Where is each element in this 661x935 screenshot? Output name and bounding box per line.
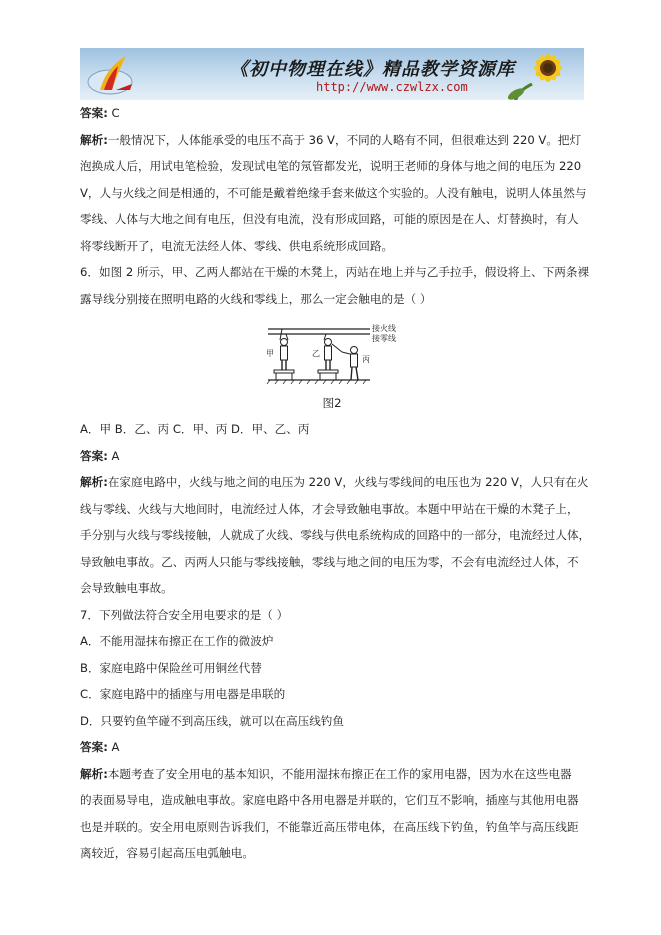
q7-option: C．家庭电路中的插座与用电器是串联的 bbox=[80, 687, 286, 701]
q5-analysis-line: 泡换成人后，用试电笔检验，发现试电笔的氖管都发光，说明王老师的身体与地之间的电压为 220 bbox=[80, 159, 582, 173]
q7-option: D．只要钓鱼竿碰不到高压线，就可以在高压线钓鱼 bbox=[80, 713, 344, 728]
q6-analysis-line: 解析:在家庭电路中，火线与地之间的电压为 220 V，火线与零线间的电压也为 220 V，人只有在火 bbox=[80, 475, 589, 489]
q7-analysis-line: 离较近，容易引起高压电弧触电。 bbox=[80, 846, 254, 860]
q7-stem: 7．下列做法符合安全用电要求的是（ ） bbox=[80, 607, 289, 622]
q5-answer: 答案: C bbox=[80, 106, 120, 120]
q7-option: B．家庭电路中保险丝可用铜丝代替 bbox=[80, 660, 262, 675]
q6-analysis-line: 会导致触电事故。 bbox=[80, 581, 173, 595]
figure-2 bbox=[80, 322, 584, 386]
circuit-figure bbox=[266, 322, 406, 386]
figure-caption: 图2 bbox=[322, 396, 342, 410]
q6-analysis-line: 手分别与火线与零线接触，人就成了火线、零线与供电系统构成的回路中的一部分，电流经过人体， bbox=[80, 528, 591, 542]
q7-answer: 答案: A bbox=[80, 740, 120, 754]
q6-stem-line: 露导线分别接在照明电路的火线和零线上，那么一定会触电的是（ ） bbox=[80, 291, 432, 306]
q5-analysis-line: 将零线断开了，电流无法经人体、零线、供电系统形成回路。 bbox=[80, 238, 394, 253]
banner-url: http://www.czwlzx.com bbox=[316, 80, 468, 94]
person-jia bbox=[274, 329, 294, 380]
q6-stem-line: 6．如图 2 所示，甲、乙两人都站在干燥的木凳上，丙站在地上并与乙手拉手，假设将上、下两条裸 bbox=[80, 265, 590, 279]
label-yi: 乙 bbox=[312, 349, 320, 358]
q5-analysis-line: 零线、人体与大地之间有电压，但没有电流，没有形成回路，可能的原因是在人、灯替换时，有人 bbox=[80, 212, 579, 226]
q6-options: A．甲 B．乙、丙 C．甲、丙 D．甲、乙、丙 bbox=[80, 422, 310, 436]
q6-analysis-line: 线与零线、火线与大地间时，电流经过人体，才会导致触电事故。本题中甲站在干燥的木凳子上， bbox=[80, 501, 579, 516]
person-bing bbox=[342, 347, 358, 381]
q7-option: A．不能用湿抹布擦正在工作的微波炉 bbox=[80, 634, 274, 648]
q6-answer: 答案: A bbox=[80, 448, 120, 463]
document-body bbox=[80, 100, 591, 867]
header-banner bbox=[80, 48, 584, 100]
q5-analysis-line: 解析:一般情况下，人体能承受的电压不高于 36 V，不同的人略有不同，但很难达到 220 V。把灯 bbox=[80, 132, 582, 147]
person-yi bbox=[318, 334, 342, 380]
q7-analysis-line: 解析:本题考查了安全用电的基本知识，不能用湿抹布擦正在工作的家用电器，因为水在这些电器 bbox=[80, 766, 572, 781]
label-live-wire: 接火线 bbox=[372, 324, 396, 333]
banner-title: 《初中物理在线》精品教学资源库 bbox=[230, 59, 515, 80]
site-logo bbox=[86, 52, 150, 98]
label-jia: 甲 bbox=[266, 349, 274, 358]
q7-analysis-line: 也是并联的。安全用电原则告诉我们，不能靠近高压带电体，在高压线下钓鱼，钓鱼竿与高压线距 bbox=[80, 819, 579, 834]
label-neutral-wire: 接零线 bbox=[372, 334, 396, 343]
q7-analysis-line: 的表面易导电，造成触电事故。家庭电路中各用电器是并联的，它们互不影响，插座与其他用电器 bbox=[80, 793, 579, 807]
q6-analysis-line: 导致触电事故。乙、丙两人只能与零线接触，零线与地之间的电压为零，不会有电流经过人体，不 bbox=[80, 554, 579, 569]
q5-analysis-line: V，人与火线之间是相通的，不可能是戴着绝缘手套来做这个实验的。人没有触电，说明人体虽然与 bbox=[80, 185, 587, 200]
sunflower-image bbox=[502, 48, 582, 100]
label-bing: 丙 bbox=[362, 355, 370, 364]
